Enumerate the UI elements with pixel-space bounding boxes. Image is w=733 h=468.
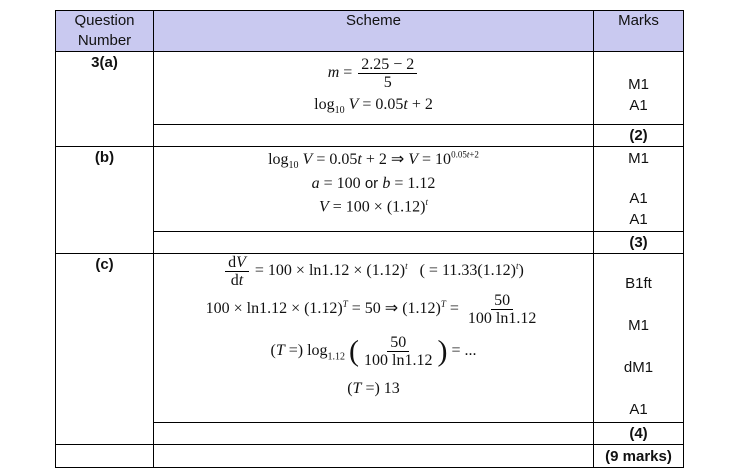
mark-3c-3: dM1: [623, 359, 654, 376]
scheme-3a: [154, 52, 594, 125]
rate-equation-line: $100 \times \ln 1.12 \times (1.12)^T = 50$ ⇒ $(1.12)^T$ = $\frac{50}{100 \ln 1.12}$: [154, 292, 593, 327]
derivative-line: $\frac{dV}{dt}$ = $100 \times \ln 1.12 \times (1.12)^t$ ( = $11.33(1.12)^t$): [154, 254, 593, 289]
marks-3b: [594, 147, 684, 232]
mark-3c-1: B1ft: [625, 275, 652, 292]
footer-blank-2: [154, 445, 594, 468]
exponential-form-line: $\log_{10} V = 0.05t + 2$ ⇒ $V = 10^{0.05t+2}$: [268, 149, 479, 172]
marks-3a: [594, 52, 684, 125]
total-marks: (9 marks): [594, 445, 684, 468]
total-3b: (3): [594, 231, 684, 253]
log-equation-line: $\log_{10} V = 0.05t + 2$: [314, 96, 433, 117]
constants-line: a = 100 or b = 1.12: [311, 175, 436, 192]
mark-scheme-table: [55, 10, 684, 468]
header-row: [56, 11, 684, 52]
scheme-header: Scheme: [154, 11, 594, 52]
logarithm-line: (T =) $\log_{1.12}$ ( $\frac{50}{100 \ln 1.12}$ ) = ...: [270, 334, 477, 369]
marks-3c: [594, 254, 684, 423]
scheme-3b: [154, 147, 594, 232]
scheme-3b-blank: [154, 231, 594, 253]
question-label-3b: (b): [56, 147, 154, 254]
total-3c: (4): [594, 422, 684, 444]
model-line: $V = 100 \times (1.12)^t$: [319, 197, 428, 216]
row-3c: [56, 254, 684, 423]
gradient-fraction: [358, 56, 417, 91]
gradient-line: m = $\frac{2.25 - 2}{5}$: [154, 56, 593, 91]
mark-3b-2: A1: [629, 190, 648, 207]
derivative-fraction: $\frac{dV}{dt}$: [225, 254, 249, 289]
marks-header: Marks: [594, 11, 684, 52]
row-3b: [56, 147, 684, 232]
mark-3b-3: A1: [629, 211, 648, 228]
scheme-3c: [154, 254, 594, 423]
question-number-header: Question Number: [56, 11, 154, 52]
footer-blank-1: [56, 445, 154, 468]
mark-3a-1: M1: [628, 76, 649, 93]
mark-3c-2: M1: [628, 317, 649, 334]
gradient-numerator: 2.25 − 2: [358, 56, 417, 74]
row-3a: [56, 52, 684, 125]
scheme-3a-blank: [154, 124, 594, 146]
question-label-3c: (c): [56, 254, 154, 445]
answer-line: (T =) 13: [347, 380, 400, 397]
mark-3b-1: M1: [628, 150, 649, 167]
rate-fraction: $\frac{50}{100 \ln 1.12}$: [467, 292, 537, 327]
question-label-3a: 3(a): [56, 52, 154, 147]
mark-3c-4: A1: [629, 401, 648, 418]
gradient-denominator: 5: [383, 74, 392, 91]
scheme-3c-blank: [154, 422, 594, 444]
footer-row: [56, 445, 684, 468]
total-3a: (2): [594, 124, 684, 146]
mark-3a-2: A1: [629, 97, 648, 114]
